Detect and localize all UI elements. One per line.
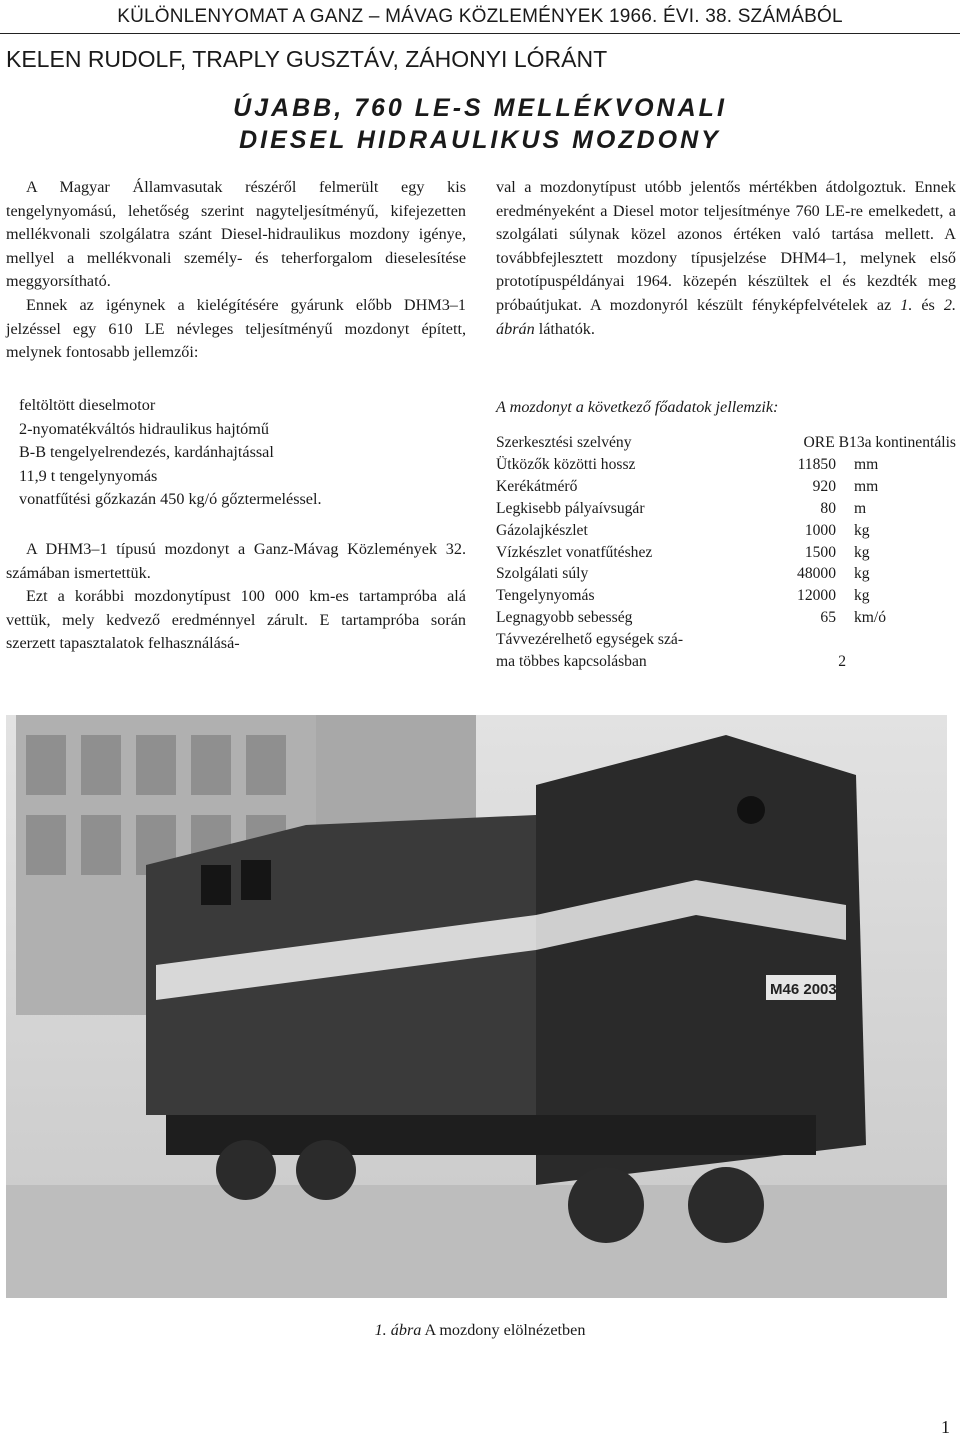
row-label: Tengelynyomás	[496, 587, 595, 605]
table-row	[496, 498, 956, 520]
feature-item: B-B tengelyelrendezés, kardánhajtással	[19, 443, 274, 462]
row-unit: km/ó	[854, 609, 887, 627]
left-column-bottom	[6, 538, 466, 656]
feature-item: 2-nyomatékváltós hidraulikus hajtómű	[19, 419, 269, 438]
table-row	[496, 520, 956, 542]
feature-item: feltöltött dieselmotor	[19, 396, 156, 414]
row-label: Vízkészlet vonatfűtéshez	[496, 543, 653, 561]
dhm3-paragraph: Ennek az igénynek a kielégítésére gyárunk előbb DHM3–1 jelzéssel egy 610 LE névleges teljesítményű mozdonyt épített, melynek fontosabb jellemzői:	[6, 295, 466, 362]
figure-caption	[0, 1321, 960, 1340]
table-row	[496, 454, 956, 476]
right-column	[496, 176, 956, 341]
row-unit: kg	[854, 565, 870, 583]
row-value: 920	[812, 477, 836, 495]
row-label: Kerékátmérő	[496, 477, 578, 495]
locomotive-photo	[6, 715, 947, 1298]
reprint-header: KÜLÖNLENYOMAT A GANZ – MÁVAG KÖZLEMÉNYEK 1966. ÉVI. 38. SZÁMÁBÓL	[117, 6, 843, 27]
specs-subheading: A mozdonyt a következő főadatok jellemzik:	[496, 398, 779, 416]
title-line-2: DIESEL HIDRAULIKUS MOZDONY	[239, 126, 721, 154]
table-row	[496, 629, 956, 673]
row-unit: mm	[854, 455, 879, 473]
trial-paragraph: Ezt a korábbi mozdonytípust 100 000 km-es tartampróba alá vettük, mely kedvező eredménnyel zárult. E tartampróba során szerzett tapasztalatok felhasználásá-	[6, 587, 466, 653]
title-line-1: ÚJABB, 760 LE-S MELLÉKVONALI	[233, 94, 727, 122]
table-row	[496, 542, 956, 564]
row-unit: kg	[854, 521, 870, 539]
main-data-table	[496, 432, 956, 673]
table-row	[496, 563, 956, 585]
row-value: 65	[820, 609, 836, 627]
row-value: 11850	[797, 455, 836, 473]
header-rule	[0, 33, 960, 34]
reference-paragraph: A DHM3–1 típusú mozdonyt a Ganz-Mávag Közlemények 32. számában ismertettük.	[6, 540, 466, 582]
row-unit: kg	[854, 543, 870, 561]
row-label: Ütközők közötti hossz	[496, 455, 636, 473]
row-value: 2	[838, 653, 846, 671]
row-value: 48000	[797, 565, 836, 583]
caption-number: 1. ábra	[374, 1321, 422, 1339]
row-label-line: ma többes kapcsolásban	[496, 653, 647, 671]
fig-ref-2: 2. ábrán	[496, 295, 957, 338]
locomotive-illustration	[6, 715, 947, 1298]
feature-item: 11,9 t tengelynyomás	[19, 466, 158, 485]
feature-list	[19, 394, 322, 512]
dev-text: val a mozdonytípust utóbb jelentős mértékben átdolgoztuk. Ennek eredményeként a Diesel motor teljesítménye 760 LE-re emelkedett, a szolgálati súlynak közel azonos értéken való tartása mellett. A továbbfejlesztett mozdony típusjelzése DHM4–1, melynek első prototípuspéldányai 1964. közepén készültek el és kezdték meg próbaútjukat. A mozdonyról készült fényképfelvételek az	[496, 178, 956, 314]
row-unit: kg	[854, 587, 870, 605]
left-column	[6, 176, 466, 365]
row-value: 1000	[804, 521, 836, 539]
row-label-line: Távvezérelhető egységek szá-	[496, 631, 684, 649]
row-unit: mm	[854, 477, 879, 495]
row-label: Gázolajkészlet	[496, 521, 588, 539]
fig-ref-1: 1.	[900, 295, 913, 314]
table-row	[496, 476, 956, 498]
table-row	[496, 607, 956, 629]
feature-item: vonatfűtési gőzkazán 450 kg/ó gőztermeléssel.	[19, 490, 322, 509]
row-value: 12000	[797, 587, 836, 605]
row-value: 80	[820, 499, 836, 517]
row-label	[496, 629, 746, 673]
caption-text: A mozdony elölnézetben	[421, 1321, 586, 1339]
row-label: Szerkesztési szelvény	[496, 434, 632, 451]
row-value: ORE B13a kontinentális	[803, 434, 956, 451]
number-plate: M46 2003	[770, 981, 837, 998]
dev-text-mid: és	[912, 295, 944, 314]
authors: KELEN RUDOLF, TRAPLY GUSZTÁV, ZÁHONYI LÓRÁNT	[6, 46, 608, 72]
row-label: Legkisebb pályaívsugár	[496, 499, 645, 517]
development-paragraph	[496, 176, 956, 341]
table-row	[496, 585, 956, 607]
page-number: 1	[941, 1417, 950, 1437]
row-unit: m	[854, 499, 867, 517]
row-value: 1500	[804, 543, 836, 561]
article-title	[0, 92, 960, 156]
table-row	[496, 432, 956, 454]
row-label: Legnagyobb sebesség	[496, 609, 633, 627]
row-label: Szolgálati súly	[496, 565, 589, 583]
intro-paragraph: A Magyar Államvasutak részéről felmerült egy kis tengelynyomású, lehetőség szerint nagyteljesítményű, kifejezetten mellékvonali szolgálatra szánt Diesel-hidraulikus mozdony igénye, mellyel a mellékvonali személy- és teherforgalom dieselesítése meggyorsítható.	[6, 178, 466, 291]
dev-text-end: láthatók.	[534, 319, 595, 338]
